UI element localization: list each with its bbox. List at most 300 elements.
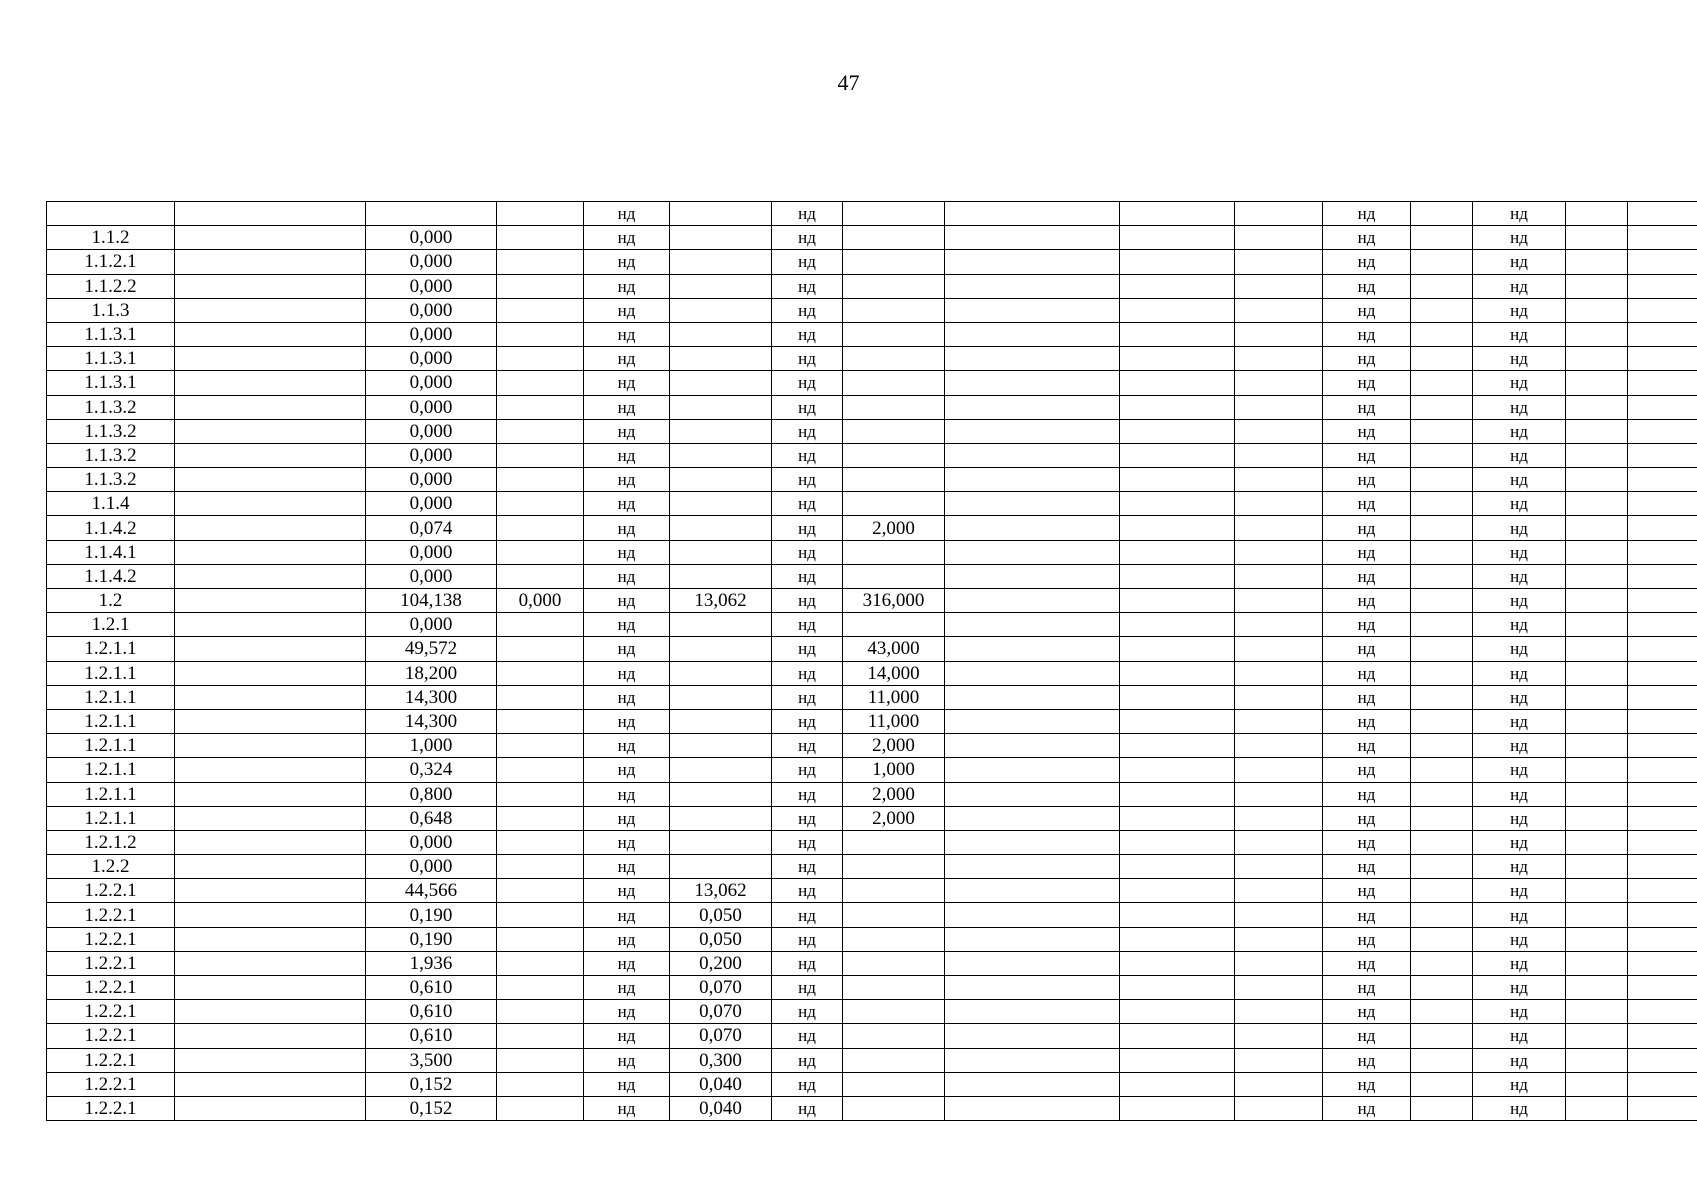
sub-cell [670, 226, 772, 250]
empty-cell [945, 951, 1120, 975]
nd-cell: нд [1323, 903, 1411, 927]
nd-cell: нд [1473, 709, 1566, 733]
empty-cell [1235, 782, 1323, 806]
nd-cell: нд [1323, 855, 1411, 879]
value-cell: 14,300 [366, 685, 497, 709]
sub-cell: 0,070 [670, 976, 772, 1000]
empty-cell [1566, 830, 1628, 854]
empty-cell [1628, 976, 1697, 1000]
nd-cell: нд [1323, 927, 1411, 951]
nd-cell: нд [772, 1072, 843, 1096]
nd-cell: нд [1473, 395, 1566, 419]
value-cell: 0,000 [366, 564, 497, 588]
empty-cell [1628, 685, 1697, 709]
sub-cell [670, 685, 772, 709]
nd-cell: нд [772, 661, 843, 685]
empty-cell [1566, 613, 1628, 637]
empty-cell [1566, 492, 1628, 516]
code-cell: 1.1.2.2 [47, 274, 175, 298]
empty-cell [175, 468, 366, 492]
empty-cell [1411, 443, 1473, 467]
nd-cell: нд [772, 492, 843, 516]
empty-cell [1566, 976, 1628, 1000]
extra-cell [497, 613, 584, 637]
empty-cell [1235, 322, 1323, 346]
count-cell [843, 226, 945, 250]
empty-cell [1628, 371, 1697, 395]
nd-cell: нд [772, 371, 843, 395]
empty-cell [945, 492, 1120, 516]
empty-cell [175, 540, 366, 564]
empty-cell [945, 1048, 1120, 1072]
empty-cell [175, 322, 366, 346]
empty-cell [1235, 661, 1323, 685]
empty-cell [1628, 951, 1697, 975]
empty-cell [1120, 613, 1235, 637]
count-cell [843, 395, 945, 419]
count-cell: 14,000 [843, 661, 945, 685]
nd-cell: нд [1323, 637, 1411, 661]
table-row [47, 782, 1697, 806]
empty-cell [1235, 274, 1323, 298]
nd-cell: нд [1473, 226, 1566, 250]
nd-cell: нд [1473, 347, 1566, 371]
empty-cell [1235, 468, 1323, 492]
nd-cell: нд [1473, 879, 1566, 903]
empty-cell [1566, 540, 1628, 564]
value-cell: 0,000 [366, 419, 497, 443]
extra-cell [497, 734, 584, 758]
empty-cell [1411, 903, 1473, 927]
nd-cell: нд [1473, 1000, 1566, 1024]
nd-cell: нд [772, 830, 843, 854]
empty-cell [1566, 927, 1628, 951]
empty-cell [1120, 734, 1235, 758]
nd-cell: нд [772, 322, 843, 346]
nd-cell: нд [1323, 758, 1411, 782]
empty-cell [1628, 709, 1697, 733]
empty-cell [1120, 685, 1235, 709]
code-cell: 1.2.2.1 [47, 1096, 175, 1120]
nd-cell: нд [584, 685, 670, 709]
empty-cell [1628, 879, 1697, 903]
sub-cell [670, 613, 772, 637]
nd-cell: нд [584, 1048, 670, 1072]
nd-cell: нд [1473, 516, 1566, 540]
code-cell: 1.2.1.1 [47, 782, 175, 806]
empty-cell [1411, 976, 1473, 1000]
empty-cell [1235, 1048, 1323, 1072]
empty-cell [175, 419, 366, 443]
table-row [47, 250, 1697, 274]
nd-cell: нд [584, 226, 670, 250]
nd-cell: нд [772, 202, 843, 226]
empty-cell [1411, 855, 1473, 879]
empty-cell [1411, 637, 1473, 661]
count-cell [843, 347, 945, 371]
nd-cell: нд [772, 709, 843, 733]
empty-cell [1566, 298, 1628, 322]
empty-cell [1235, 1072, 1323, 1096]
extra-cell [497, 250, 584, 274]
sub-cell [670, 782, 772, 806]
table-row [47, 879, 1697, 903]
nd-cell: нд [1323, 516, 1411, 540]
code-cell: 1.1.2.1 [47, 250, 175, 274]
empty-cell [945, 274, 1120, 298]
empty-cell [1120, 806, 1235, 830]
code-cell: 1.2.2.1 [47, 1072, 175, 1096]
code-cell: 1.1.3 [47, 298, 175, 322]
extra-cell [497, 758, 584, 782]
empty-cell [945, 1000, 1120, 1024]
extra-cell [497, 564, 584, 588]
sub-cell [670, 298, 772, 322]
nd-cell: нд [1323, 226, 1411, 250]
nd-cell: нд [584, 347, 670, 371]
count-cell [843, 903, 945, 927]
empty-cell [175, 226, 366, 250]
nd-cell: нд [1473, 758, 1566, 782]
nd-cell: нд [1473, 806, 1566, 830]
sub-cell [670, 395, 772, 419]
count-cell [843, 830, 945, 854]
nd-cell: нд [584, 298, 670, 322]
empty-cell [1628, 734, 1697, 758]
count-cell: 2,000 [843, 516, 945, 540]
empty-cell [1628, 927, 1697, 951]
empty-cell [1566, 274, 1628, 298]
nd-cell: нд [584, 951, 670, 975]
extra-cell [497, 419, 584, 443]
empty-cell [1566, 202, 1628, 226]
count-cell [843, 443, 945, 467]
nd-cell: нд [1323, 951, 1411, 975]
table-row [47, 322, 1697, 346]
nd-cell: нд [1473, 492, 1566, 516]
value-cell: 0,074 [366, 516, 497, 540]
nd-cell: нд [584, 903, 670, 927]
empty-cell [1628, 855, 1697, 879]
nd-cell: нд [584, 492, 670, 516]
nd-cell: нд [1323, 709, 1411, 733]
empty-cell [1120, 419, 1235, 443]
sub-cell: 13,062 [670, 589, 772, 613]
empty-cell [945, 589, 1120, 613]
empty-cell [1411, 540, 1473, 564]
nd-cell: нд [584, 589, 670, 613]
empty-cell [1235, 443, 1323, 467]
empty-cell [1628, 661, 1697, 685]
empty-cell [1628, 1072, 1697, 1096]
empty-cell [175, 516, 366, 540]
nd-cell: нд [584, 734, 670, 758]
empty-cell [1628, 613, 1697, 637]
code-cell: 1.1.3.2 [47, 395, 175, 419]
nd-cell: нд [772, 1024, 843, 1048]
empty-cell [945, 419, 1120, 443]
empty-cell [1120, 564, 1235, 588]
code-cell: 1.2.2.1 [47, 879, 175, 903]
empty-cell [1566, 1048, 1628, 1072]
empty-cell [1628, 226, 1697, 250]
empty-cell [1411, 1024, 1473, 1048]
table-row [47, 347, 1697, 371]
extra-cell [497, 709, 584, 733]
empty-cell [945, 976, 1120, 1000]
nd-cell: нд [1323, 347, 1411, 371]
nd-cell: нд [584, 782, 670, 806]
empty-cell [1235, 250, 1323, 274]
table-row [47, 637, 1697, 661]
count-cell [843, 540, 945, 564]
nd-cell: нд [772, 419, 843, 443]
empty-cell [175, 395, 366, 419]
nd-cell: нд [1473, 1024, 1566, 1048]
sub-cell [670, 855, 772, 879]
empty-cell [1235, 1000, 1323, 1024]
count-cell [843, 274, 945, 298]
empty-cell [1235, 347, 1323, 371]
count-cell [843, 468, 945, 492]
empty-cell [945, 806, 1120, 830]
empty-cell [175, 782, 366, 806]
count-cell [843, 855, 945, 879]
nd-cell: нд [1323, 540, 1411, 564]
empty-cell [1628, 637, 1697, 661]
extra-cell [497, 1096, 584, 1120]
nd-cell: нд [1473, 298, 1566, 322]
empty-cell [1120, 927, 1235, 951]
nd-cell: нд [584, 806, 670, 830]
nd-cell: нд [1323, 782, 1411, 806]
empty-cell [1628, 564, 1697, 588]
empty-cell [1628, 516, 1697, 540]
empty-cell [1411, 1096, 1473, 1120]
extra-cell [497, 516, 584, 540]
nd-cell: нд [584, 709, 670, 733]
empty-cell [1120, 637, 1235, 661]
nd-cell: нд [1323, 492, 1411, 516]
nd-cell: нд [584, 758, 670, 782]
nd-cell: нд [1323, 1048, 1411, 1072]
empty-cell [1120, 758, 1235, 782]
empty-cell [1566, 951, 1628, 975]
empty-cell [1235, 685, 1323, 709]
count-cell [843, 298, 945, 322]
nd-cell: нд [584, 830, 670, 854]
code-cell: 1.1.3.2 [47, 419, 175, 443]
extra-cell [497, 1024, 584, 1048]
sub-cell [670, 516, 772, 540]
extra-cell [497, 782, 584, 806]
empty-cell [1120, 540, 1235, 564]
nd-cell: нд [1323, 419, 1411, 443]
nd-cell: нд [772, 298, 843, 322]
empty-cell [1628, 443, 1697, 467]
empty-cell [1120, 782, 1235, 806]
empty-cell [175, 250, 366, 274]
sub-cell: 0,070 [670, 1000, 772, 1024]
value-cell: 1,000 [366, 734, 497, 758]
empty-cell [175, 758, 366, 782]
empty-cell [1411, 830, 1473, 854]
empty-cell [1120, 709, 1235, 733]
empty-cell [1120, 855, 1235, 879]
empty-cell [1411, 1048, 1473, 1072]
empty-cell [1566, 758, 1628, 782]
empty-cell [175, 903, 366, 927]
empty-cell [1411, 419, 1473, 443]
code-cell: 1.2.2.1 [47, 1000, 175, 1024]
nd-cell: нд [1323, 322, 1411, 346]
sub-cell [670, 468, 772, 492]
value-cell: 0,610 [366, 1024, 497, 1048]
empty-cell [1120, 443, 1235, 467]
empty-cell [1566, 1024, 1628, 1048]
table-row [47, 395, 1697, 419]
empty-cell [175, 298, 366, 322]
nd-cell: нд [584, 1096, 670, 1120]
empty-cell [1120, 830, 1235, 854]
empty-cell [1411, 274, 1473, 298]
code-cell: 1.1.3.1 [47, 347, 175, 371]
count-cell [843, 492, 945, 516]
count-cell [843, 879, 945, 903]
table-row [47, 1024, 1697, 1048]
empty-cell [1411, 371, 1473, 395]
value-cell: 0,190 [366, 903, 497, 927]
empty-cell [1566, 250, 1628, 274]
nd-cell: нд [584, 395, 670, 419]
value-cell: 0,800 [366, 782, 497, 806]
count-cell [843, 1048, 945, 1072]
nd-cell: нд [1473, 589, 1566, 613]
value-cell: 0,000 [366, 274, 497, 298]
code-cell: 1.1.2 [47, 226, 175, 250]
count-cell [843, 951, 945, 975]
empty-cell [1235, 371, 1323, 395]
empty-cell [1235, 709, 1323, 733]
nd-cell: нд [772, 1000, 843, 1024]
empty-cell [1411, 1000, 1473, 1024]
empty-cell [1628, 322, 1697, 346]
code-cell: 1.1.3.2 [47, 443, 175, 467]
extra-cell [497, 443, 584, 467]
table-row [47, 419, 1697, 443]
extra-cell [497, 322, 584, 346]
nd-cell: нд [772, 395, 843, 419]
nd-cell: нд [772, 613, 843, 637]
nd-cell: нд [584, 1072, 670, 1096]
nd-cell: нд [772, 782, 843, 806]
empty-cell [1566, 589, 1628, 613]
nd-cell: нд [1323, 564, 1411, 588]
table-row [47, 951, 1697, 975]
nd-cell: нд [584, 371, 670, 395]
extra-cell [497, 927, 584, 951]
empty-cell [1235, 976, 1323, 1000]
nd-cell: нд [1323, 1096, 1411, 1120]
sub-cell: 0,050 [670, 903, 772, 927]
nd-cell: нд [772, 564, 843, 588]
sub-cell: 13,062 [670, 879, 772, 903]
extra-cell [497, 1048, 584, 1072]
empty-cell [1235, 637, 1323, 661]
sub-cell: 0,300 [670, 1048, 772, 1072]
empty-cell [1566, 637, 1628, 661]
empty-cell [945, 516, 1120, 540]
sub-cell [670, 492, 772, 516]
nd-cell: нд [1473, 1096, 1566, 1120]
count-cell [843, 1096, 945, 1120]
nd-cell: нд [1323, 202, 1411, 226]
table-row [47, 1096, 1697, 1120]
empty-cell [1566, 395, 1628, 419]
sub-cell: 0,040 [670, 1096, 772, 1120]
empty-cell [175, 976, 366, 1000]
sub-cell [670, 443, 772, 467]
nd-cell: нд [772, 879, 843, 903]
sub-cell [670, 734, 772, 758]
nd-cell: нд [1323, 685, 1411, 709]
empty-cell [175, 1000, 366, 1024]
value-cell: 44,566 [366, 879, 497, 903]
empty-cell [945, 709, 1120, 733]
empty-cell [1566, 347, 1628, 371]
nd-cell: нд [772, 927, 843, 951]
empty-cell [945, 734, 1120, 758]
nd-cell: нд [584, 1024, 670, 1048]
empty-cell [1120, 1096, 1235, 1120]
nd-cell: нд [584, 516, 670, 540]
value-cell: 0,000 [366, 613, 497, 637]
data-table [46, 201, 1697, 1121]
empty-cell [1411, 347, 1473, 371]
nd-cell: нд [584, 976, 670, 1000]
empty-cell [945, 613, 1120, 637]
empty-cell [1628, 395, 1697, 419]
code-cell: 1.2 [47, 589, 175, 613]
code-cell: 1.2.2.1 [47, 927, 175, 951]
empty-cell [1411, 879, 1473, 903]
nd-cell: нд [1473, 830, 1566, 854]
empty-cell [945, 1024, 1120, 1048]
sub-cell [670, 637, 772, 661]
empty-cell [175, 1024, 366, 1048]
value-cell: 0,000 [366, 347, 497, 371]
code-cell: 1.1.3.2 [47, 468, 175, 492]
count-cell: 11,000 [843, 685, 945, 709]
nd-cell: нд [772, 468, 843, 492]
empty-cell [1120, 1024, 1235, 1048]
empty-cell [1628, 202, 1697, 226]
extra-cell [497, 202, 584, 226]
value-cell: 0,000 [366, 855, 497, 879]
extra-cell [497, 540, 584, 564]
nd-cell: нд [772, 589, 843, 613]
nd-cell: нд [584, 637, 670, 661]
value-cell: 0,610 [366, 976, 497, 1000]
nd-cell: нд [1323, 371, 1411, 395]
empty-cell [945, 758, 1120, 782]
nd-cell: нд [772, 226, 843, 250]
empty-cell [1235, 564, 1323, 588]
sub-cell [670, 564, 772, 588]
extra-cell [497, 395, 584, 419]
extra-cell [497, 661, 584, 685]
extra-cell [497, 468, 584, 492]
